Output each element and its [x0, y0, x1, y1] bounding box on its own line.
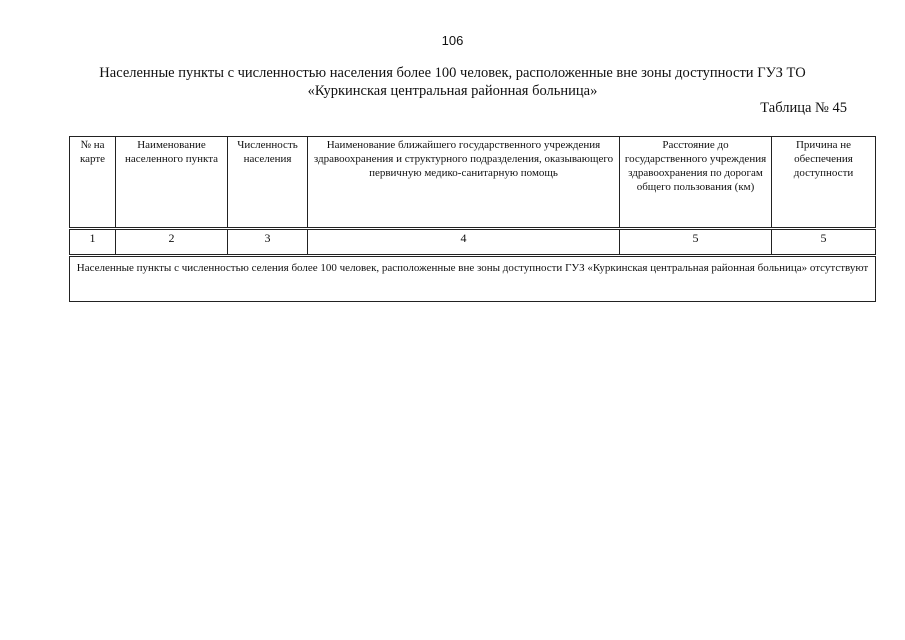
column-header-distance: Расстояние до государственного учреждения здравоохранения по дорогам общего пользования (км) [620, 137, 772, 229]
column-header-settlement-name: Наименование населенного пункта [116, 137, 228, 229]
column-number: 2 [116, 229, 228, 256]
table-note: Населенные пункты с численностью селения более 100 человек, расположенные вне зоны доступности ГУЗ «Куркинская центральная районная больница» отсутствуют [70, 256, 876, 302]
column-header-population: Численность населения [228, 137, 308, 229]
column-number: 5 [772, 229, 876, 256]
document-title: Населенные пункты с численностью населения более 100 человек, расположенные вне зоны доступности ГУЗ ТО «Куркинская центральная районная больница» [99, 65, 806, 99]
column-number: 1 [70, 229, 116, 256]
column-number: 3 [228, 229, 308, 256]
column-number: 5 [620, 229, 772, 256]
column-header-nearest-institution: Наименование ближайшего государственного учреждения здравоохранения и структурного подразделения, оказывающего первичную медико-санитарную помощь [308, 137, 620, 229]
column-header-reason: Причина не обеспечения доступности [772, 137, 876, 229]
data-table-container [69, 136, 875, 302]
table-label: Таблица № 45 [760, 100, 847, 116]
table-header-row [70, 137, 876, 229]
column-header-map-number: № на карте [70, 137, 116, 229]
table-note-row [70, 256, 876, 302]
data-table [69, 136, 876, 302]
page-number: 106 [441, 33, 464, 48]
column-number: 4 [308, 229, 620, 256]
column-number-row [70, 229, 876, 256]
